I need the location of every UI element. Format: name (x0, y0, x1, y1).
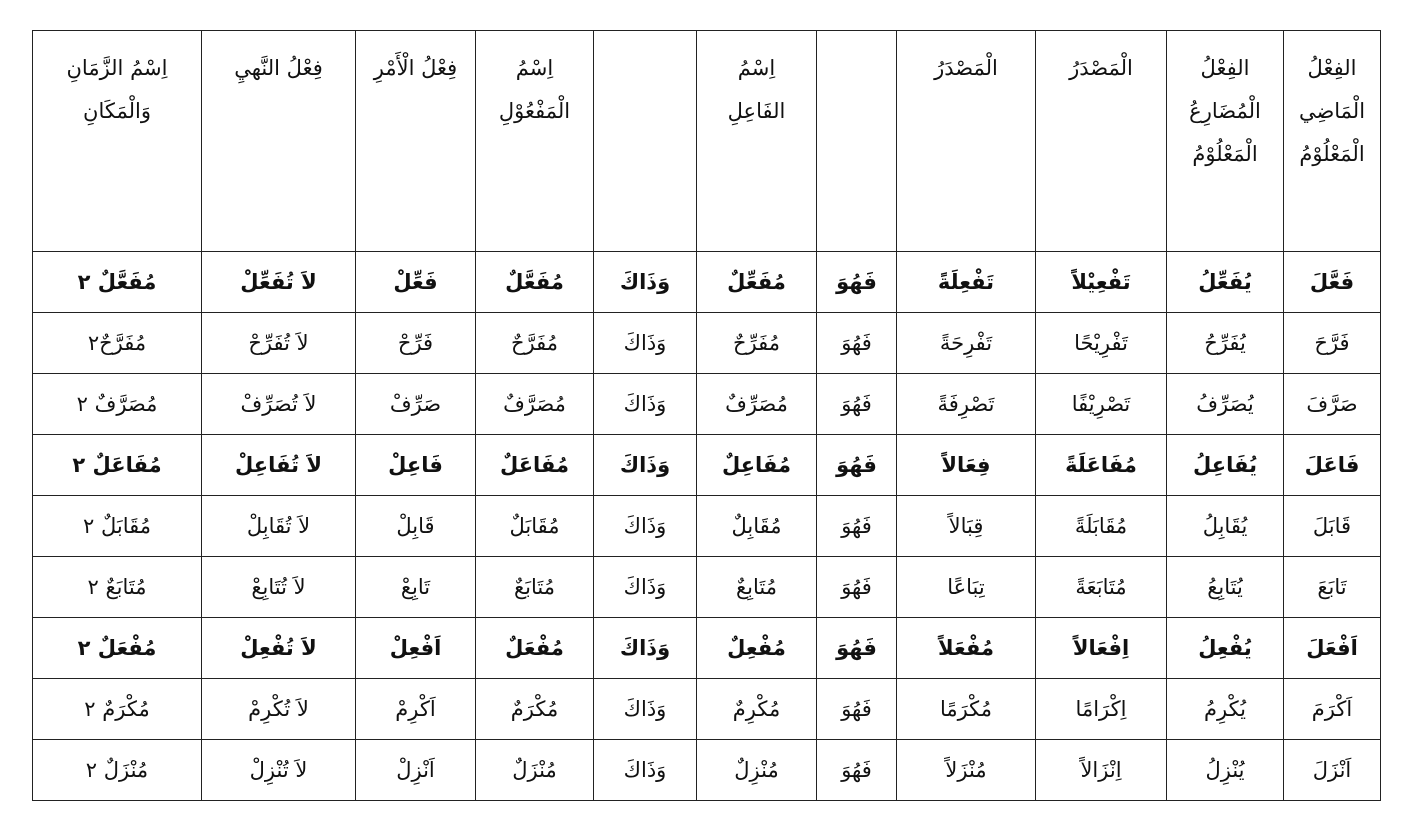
cell-past: تَابَعَ (1284, 557, 1381, 618)
cell-passive-participle: مُصَرَّفٌ (476, 374, 594, 435)
header-line: الفَاعِلِ (727, 99, 786, 123)
cell-masdar-2: تِبَاعًا (897, 557, 1036, 618)
cell-masdar-2: مُنْزَلاً (897, 740, 1036, 801)
cell-active-participle: مُنْزِلٌ (697, 740, 817, 801)
table-row (33, 374, 1381, 435)
cell-imperative: فَاعِلْ (356, 435, 476, 496)
cell-masdar-1: تَفْعِيْلاً (1036, 252, 1167, 313)
table-row (33, 252, 1381, 313)
header-line: الْمَفْعُوْلِ (498, 99, 571, 123)
table-row (33, 313, 1381, 374)
cell-passive-participle: مُفَاعَلٌ (476, 435, 594, 496)
cell-connector-fahuwa: فَهُوَ (817, 435, 897, 496)
table-row (33, 557, 1381, 618)
cell-past: صَرَّفَ (1284, 374, 1381, 435)
header-line: الفِعْلُ (1200, 56, 1250, 80)
header-time-place-noun (33, 31, 202, 252)
cell-imperative: تَابِعْ (356, 557, 476, 618)
cell-masdar-1: تَفْرِيْحًا (1036, 313, 1167, 374)
cell-prohibition: لاَ تُفَاعِلْ (202, 435, 356, 496)
cell-active-participle: مُفَرِّحٌ (697, 313, 817, 374)
header-masdar-1 (1036, 31, 1167, 252)
table-row (33, 679, 1381, 740)
header-prohibition (202, 31, 356, 252)
header-imperative (356, 31, 476, 252)
cell-connector-wadhaka: وَذَاكَ (594, 496, 697, 557)
cell-imperative: قَابِلْ (356, 496, 476, 557)
cell-present: يُنْزِلُ (1167, 740, 1284, 801)
cell-present: يُتَابِعُ (1167, 557, 1284, 618)
cell-masdar-1: اِنْزَالاً (1036, 740, 1167, 801)
cell-imperative: صَرِّفْ (356, 374, 476, 435)
header-line: الْمَعْلُوْمُ (1192, 142, 1258, 166)
cell-connector-wadhaka: وَذَاكَ (594, 252, 697, 313)
header-line: الْمُضَارِعُ (1189, 99, 1261, 123)
cell-connector-fahuwa: فَهُوَ (817, 313, 897, 374)
header-line: الْمَاضِي (1298, 99, 1366, 123)
cell-past: فَرَّحَ (1284, 313, 1381, 374)
cell-connector-wadhaka: وَذَاكَ (594, 374, 697, 435)
cell-time-place-noun: مُنْزَلٌ ٢ (33, 740, 202, 801)
cell-time-place-noun: مُفَاعَلٌ ٢ (33, 435, 202, 496)
cell-masdar-1: اِفْعَالاً (1036, 618, 1167, 679)
cell-imperative: فَعِّلْ (356, 252, 476, 313)
cell-prohibition: لاَ تُتَابِعْ (202, 557, 356, 618)
cell-connector-fahuwa: فَهُوَ (817, 618, 897, 679)
sarf-conjugation-table (32, 30, 1381, 801)
cell-time-place-noun: مُكْرَمٌ ٢ (33, 679, 202, 740)
cell-masdar-2: قِبَالاً (897, 496, 1036, 557)
cell-time-place-noun: مُفَعَّلٌ ٢ (33, 252, 202, 313)
cell-time-place-noun: مُقَابَلٌ ٢ (33, 496, 202, 557)
cell-passive-participle: مُكْرَمٌ (476, 679, 594, 740)
header-passive-participle (476, 31, 594, 252)
cell-passive-participle: مُقَابَلٌ (476, 496, 594, 557)
cell-past: فَاعَلَ (1284, 435, 1381, 496)
cell-present: يُفْعِلُ (1167, 618, 1284, 679)
cell-connector-fahuwa: فَهُوَ (817, 252, 897, 313)
cell-masdar-1: مُفَاعَلَةً (1036, 435, 1167, 496)
cell-masdar-2: فِعَالاً (897, 435, 1036, 496)
cell-active-participle: مُتَابِعٌ (697, 557, 817, 618)
header-present-active (1167, 31, 1284, 252)
cell-masdar-2: مُفْعَلاً (897, 618, 1036, 679)
cell-prohibition: لاَ تُصَرِّفْ (202, 374, 356, 435)
cell-past: فَعَّلَ (1284, 252, 1381, 313)
cell-prohibition: لاَ تُفَعِّلْ (202, 252, 356, 313)
cell-present: يُفَاعِلُ (1167, 435, 1284, 496)
cell-passive-participle: مُفَرَّحٌ (476, 313, 594, 374)
cell-passive-participle: مُفْعَلٌ (476, 618, 594, 679)
header-active-participle (697, 31, 817, 252)
cell-connector-wadhaka: وَذَاكَ (594, 313, 697, 374)
cell-masdar-2: تَفْرِحَةً (897, 313, 1036, 374)
header-empty-2 (594, 31, 697, 252)
table-row (33, 618, 1381, 679)
cell-time-place-noun: مُفْعَلٌ ٢ (33, 618, 202, 679)
table-row (33, 496, 1381, 557)
cell-prohibition: لاَ تُنْزِلْ (202, 740, 356, 801)
cell-active-participle: مُكْرِمٌ (697, 679, 817, 740)
cell-imperative: اَكْرِمْ (356, 679, 476, 740)
cell-masdar-2: مُكْرَمًا (897, 679, 1036, 740)
table-row (33, 740, 1381, 801)
cell-past: اَكْرَمَ (1284, 679, 1381, 740)
cell-imperative: اَنْزِلْ (356, 740, 476, 801)
table-body (33, 252, 1381, 801)
cell-time-place-noun: مُصَرَّفٌ ٢ (33, 374, 202, 435)
cell-connector-wadhaka: وَذَاكَ (594, 435, 697, 496)
cell-past: اَنْزَلَ (1284, 740, 1381, 801)
cell-masdar-2: تَفْعِلَةً (897, 252, 1036, 313)
cell-connector-fahuwa: فَهُوَ (817, 374, 897, 435)
cell-time-place-noun: مُفَرَّحٌ٢ (33, 313, 202, 374)
header-line: الْمَصْدَرُ (1069, 56, 1133, 80)
cell-imperative: اَفْعِلْ (356, 618, 476, 679)
cell-active-participle: مُقَابِلٌ (697, 496, 817, 557)
header-line: اِسْمُ الزَّمَانِ (66, 56, 168, 80)
header-line: الْمَصْدَرُ (934, 56, 998, 80)
header-line: الفِعْلُ (1307, 56, 1357, 80)
cell-connector-fahuwa: فَهُوَ (817, 496, 897, 557)
header-line: اِسْمُ (515, 56, 554, 80)
cell-active-participle: مُفَعِّلٌ (697, 252, 817, 313)
cell-prohibition: لاَ تُكْرِمْ (202, 679, 356, 740)
header-line: فِعْلُ النَّهيِ (234, 56, 323, 80)
cell-masdar-1: مُتَابَعَةً (1036, 557, 1167, 618)
cell-masdar-1: تَصْرِيْفًا (1036, 374, 1167, 435)
cell-past: اَفْعَلَ (1284, 618, 1381, 679)
table-row (33, 435, 1381, 496)
header-past-active (1284, 31, 1381, 252)
cell-connector-wadhaka: وَذَاكَ (594, 740, 697, 801)
cell-masdar-1: اِكْرَامًا (1036, 679, 1167, 740)
table-header (33, 31, 1381, 252)
cell-active-participle: مُصَرِّفٌ (697, 374, 817, 435)
cell-present: يُفَرِّحُ (1167, 313, 1284, 374)
cell-active-participle: مُفَاعِلٌ (697, 435, 817, 496)
cell-past: قَابَلَ (1284, 496, 1381, 557)
header-line: اِسْمُ (737, 56, 776, 80)
cell-connector-wadhaka: وَذَاكَ (594, 618, 697, 679)
cell-present: يُفَعِّلُ (1167, 252, 1284, 313)
cell-passive-participle: مُفَعَّلٌ (476, 252, 594, 313)
cell-masdar-2: تَصْرِفَةً (897, 374, 1036, 435)
cell-passive-participle: مُنْزَلٌ (476, 740, 594, 801)
cell-active-participle: مُفْعِلٌ (697, 618, 817, 679)
cell-connector-wadhaka: وَذَاكَ (594, 679, 697, 740)
header-line: فِعْلُ الْأَمْرِ (373, 56, 458, 80)
cell-present: يُقَابِلُ (1167, 496, 1284, 557)
cell-connector-fahuwa: فَهُوَ (817, 679, 897, 740)
cell-prohibition: لاَ تُفَرِّحْ (202, 313, 356, 374)
header-line: الْمَعْلُوْمُ (1299, 142, 1365, 166)
cell-passive-participle: مُتَابَعٌ (476, 557, 594, 618)
cell-connector-fahuwa: فَهُوَ (817, 740, 897, 801)
cell-prohibition: لاَ تُقَابِلْ (202, 496, 356, 557)
cell-time-place-noun: مُتَابَعٌ ٢ (33, 557, 202, 618)
cell-present: يُكْرِمُ (1167, 679, 1284, 740)
header-masdar-2 (897, 31, 1036, 252)
cell-connector-fahuwa: فَهُوَ (817, 557, 897, 618)
header-row (33, 31, 1381, 252)
cell-masdar-1: مُقَابَلَةً (1036, 496, 1167, 557)
header-line: وَالْمَكَانِ (83, 99, 151, 123)
cell-present: يُصَرِّفُ (1167, 374, 1284, 435)
cell-prohibition: لاَ تُفْعِلْ (202, 618, 356, 679)
cell-connector-wadhaka: وَذَاكَ (594, 557, 697, 618)
header-empty-1 (817, 31, 897, 252)
cell-imperative: فَرِّحْ (356, 313, 476, 374)
